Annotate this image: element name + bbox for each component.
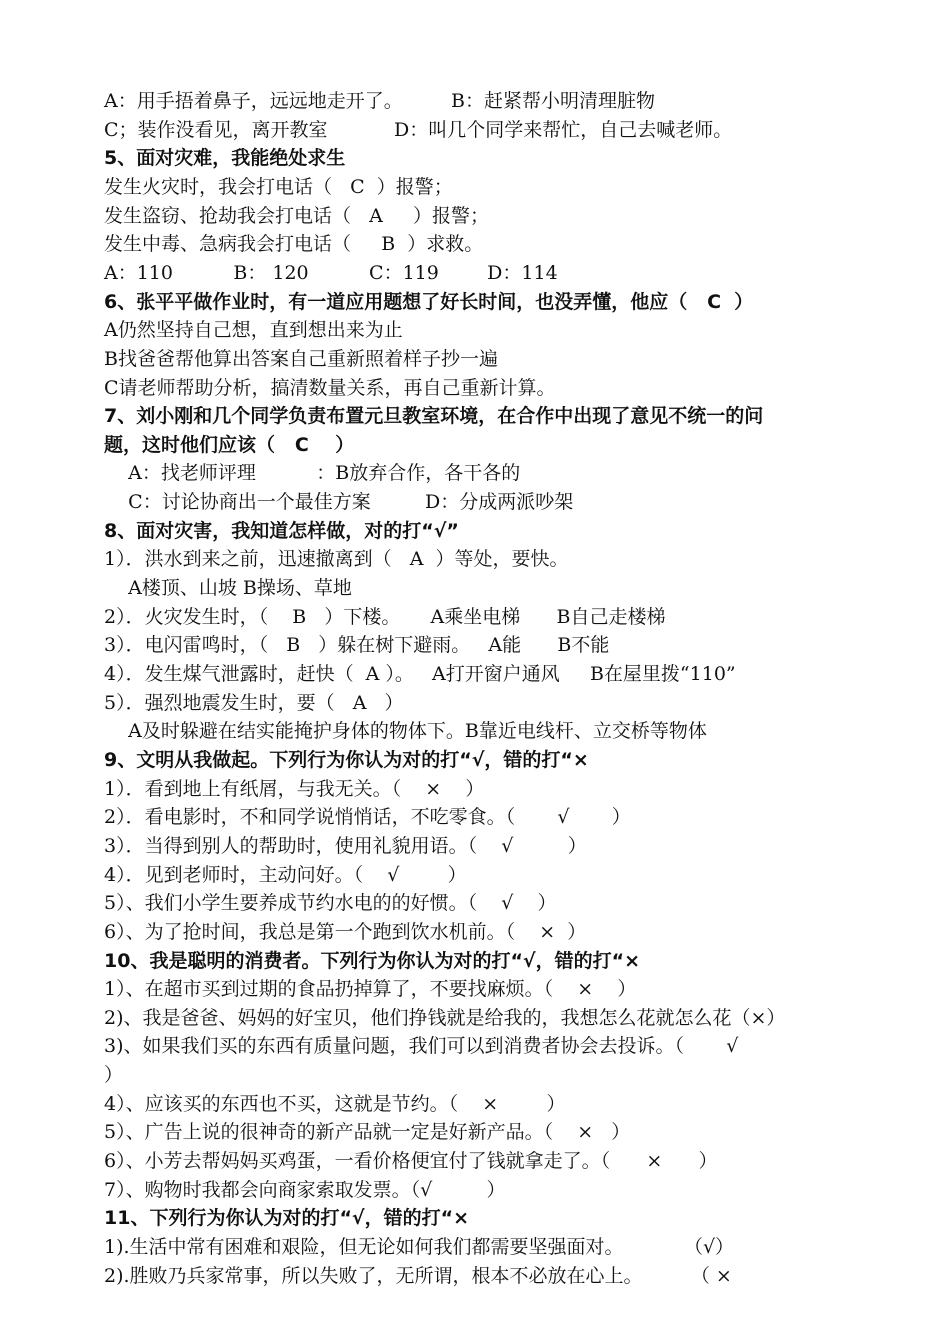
text-line: 2).胜败乃兵家常事，所以失败了，无所谓，根本不必放在心上。 （ ×	[104, 1264, 732, 1287]
text-line: 6）、小芳去帮妈妈买鸡蛋，一看价格便宜付了钱就拿走了。（ × ）	[104, 1150, 718, 1173]
text-line: A楼顶、山坡 B操场、草地	[104, 577, 352, 600]
text-line: 2)、我是爸爸、妈妈的好宝贝，他们挣钱就是给我的，我想怎么花就怎么花（×）	[104, 1006, 786, 1029]
text-line: C；装作没看见，离开教室 D：叫几个同学来帮忙，自己去喊老师。	[104, 118, 733, 141]
text-line: 1）、在超市买到过期的食品扔掉算了，不要找麻烦。（ × ）	[104, 978, 637, 1001]
question-heading: 题，这时他们应该（ C ）	[104, 433, 355, 456]
text-line: C：讨论协商出一个最佳方案 D：分成两派吵架	[104, 491, 574, 514]
text-line: 5）、广告上说的很神奇的新产品就一定是好新产品。（ × ）	[104, 1121, 631, 1144]
question-heading: 7、刘小刚和几个同学负责布置元旦教室环境，在合作中出现了意见不统一的问	[104, 405, 764, 428]
text-line: ）	[104, 1064, 124, 1087]
text-line: 6）、为了抢时间，我总是第一个跑到饮水机前。（ × ）	[104, 920, 587, 943]
text-line: 3)、如果我们买的东西有质量问题，我们可以到消费者协会去投诉。（ √	[104, 1035, 739, 1058]
question-heading: 5、面对灾难，我能绝处求生	[104, 147, 346, 170]
text-line: A及时躲避在结实能掩护身体的物体下。B靠近电线杆、立交桥等物体	[104, 720, 707, 743]
text-line: A：用手捂着鼻子，远远地走开了。 B：赶紧帮小明清理脏物	[104, 90, 656, 112]
question-heading: 9、文明从我做起。下列行为你认为对的打“√，错的打“×	[104, 748, 589, 771]
text-line: A仍然坚持自己想，直到想出来为止	[104, 319, 403, 342]
text-line: 5）、我们小学生要养成节约水电的的好惯。（ √ ）	[104, 892, 557, 915]
text-line: A：找老师评理 ：B放弃合作，各干各的	[104, 462, 521, 485]
text-line: 1）．看到地上有纸屑，与我无关。（ × ）	[104, 777, 485, 800]
text-line: 7）、购物时我都会向商家索取发票。（√ ）	[104, 1178, 506, 1201]
text-line: 4）、应该买的东西也不买，这就是节约。（ × ）	[104, 1092, 566, 1115]
text-line: B找爸爸帮他算出答案自己重新照着样子抄一遍	[104, 347, 498, 370]
text-line: 发生盗窃、抢劫我会打电话（ A ）报警；	[104, 204, 490, 227]
text-line: 发生中毒、急病我会打电话（ B ）求救。	[104, 233, 484, 256]
text-line: 5）．强烈地震发生时，要（ A ）	[104, 691, 404, 714]
question-heading: 11、下列行为你认为对的打“√，错的打“×	[104, 1207, 470, 1230]
text-line: 2）．火灾发生时，（ B ）下楼。 A乘坐电梯 B自己走楼梯	[104, 605, 666, 628]
question-heading: 6、张平平做作业时，有一道应用题想了好长时间，也没弄懂，他应（ C ）	[104, 290, 754, 313]
question-heading: 8、面对灾害，我知道怎样做，对的打“√”	[104, 519, 459, 542]
text-line: 3）．当得到别人的帮助时，使用礼貌用语。（ √ ）	[104, 834, 587, 857]
question-heading: 10、我是聪明的消费者。下列行为你认为对的打“√，错的打“×	[104, 949, 641, 972]
text-line: 2）．看电影时，不和同学说悄悄话，不吃零食。（ √ ）	[104, 806, 631, 829]
text-line: 1）．洪水到来之前，迅速撤离到（ A ）等处，要快。	[104, 548, 569, 571]
text-line: 3）．电闪雷鸣时，（ B ）躲在树下避雨。 A能 B不能	[104, 634, 610, 657]
text-line: C请老师帮助分析，搞清数量关系，再自己重新计算。	[104, 376, 556, 399]
text-line: 1).生活中常有困难和艰险，但无论如何我们都需要坚强面对。 （√）	[104, 1236, 735, 1258]
text-line: 发生火灾时，我会打电话（ C ）报警；	[104, 175, 453, 198]
text-line: 4）．发生煤气泄露时，赶快（ A ）。 A打开窗户通风 B在屋里拨“110”	[104, 663, 736, 685]
text-line: A：110 B： 120 C：119 D：114	[104, 261, 558, 284]
text-line: 4）．见到老师时，主动问好。（ √ ）	[104, 863, 467, 886]
